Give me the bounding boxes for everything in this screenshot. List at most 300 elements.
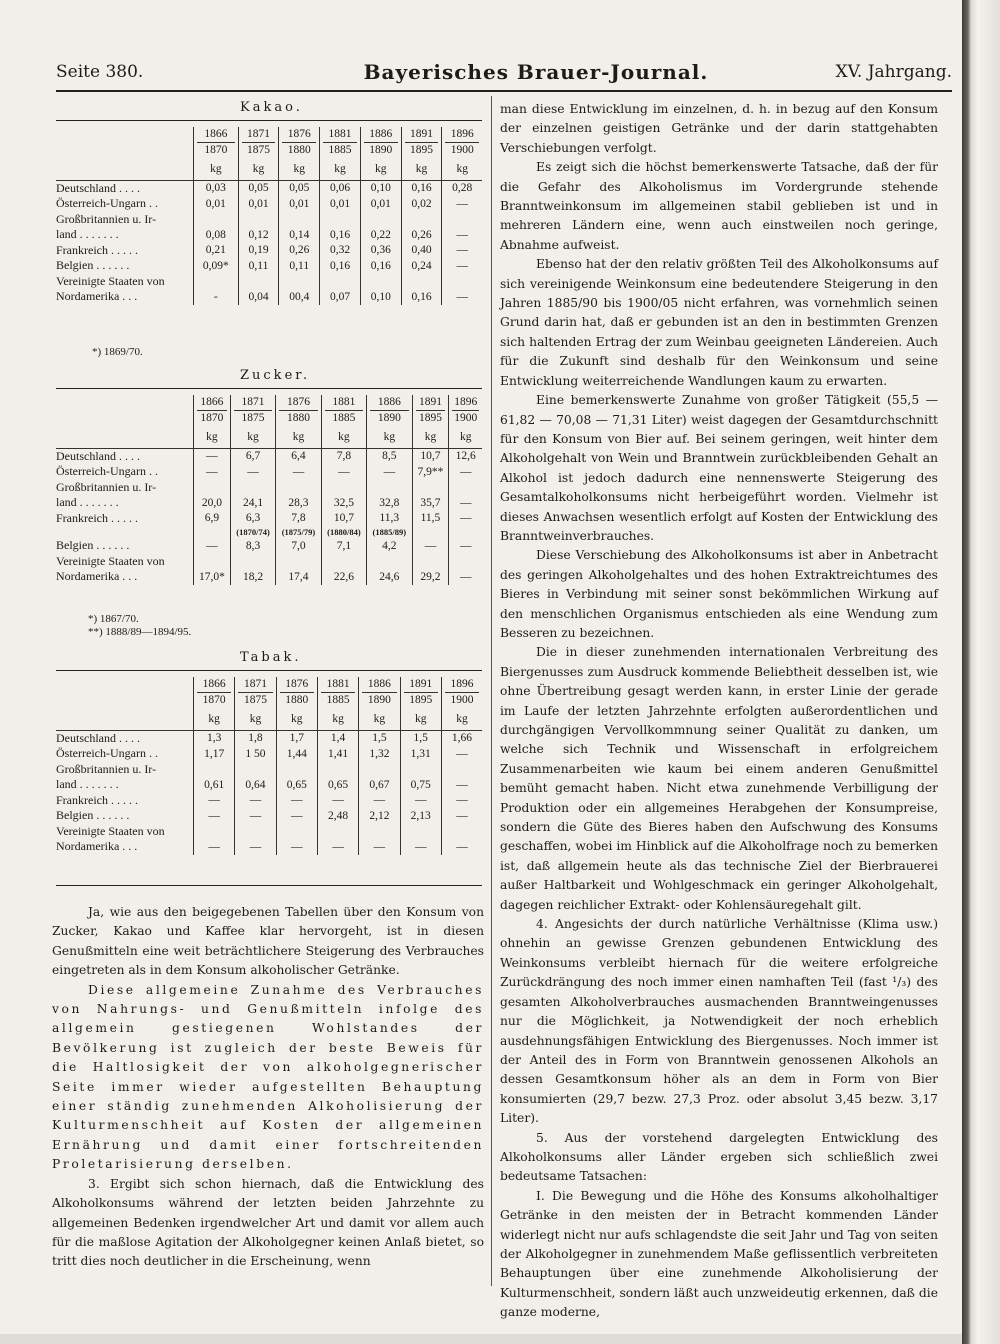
table-row [56, 495, 482, 511]
year-start: 1866 [197, 395, 227, 411]
unit-cell: kg [194, 426, 231, 448]
table-cell: — [442, 227, 482, 243]
table-cell: 0,16 [401, 289, 442, 305]
table-cell: 0,24 [401, 258, 442, 274]
unit-cell: kg [317, 708, 358, 730]
table-cell: 0,10 [360, 180, 401, 196]
header-blank [56, 158, 194, 180]
table-row [56, 289, 482, 305]
table-cell: — [230, 464, 275, 480]
table-cell: — [441, 777, 482, 793]
year-header-cell [230, 395, 275, 426]
table-cell: — [276, 464, 321, 480]
table-cell: - [194, 289, 239, 305]
table-cell [401, 212, 442, 228]
table-cell: 0,14 [279, 227, 320, 243]
table-cell: 0,10 [360, 289, 401, 305]
table-cell: — [194, 538, 231, 554]
year-end: 1875 [243, 694, 267, 706]
row-label: Deutschland . . . . [56, 448, 140, 463]
unit-cell: kg [194, 158, 239, 180]
table-cell: (1870/74) [230, 526, 275, 538]
table-cell: (1880/84) [321, 526, 366, 538]
table-cell: 1,4 [317, 730, 358, 746]
table-cell: 0,61 [194, 777, 235, 793]
year-header-cell [194, 395, 231, 426]
year-end: 1880 [286, 412, 310, 424]
table-title-tabak: Tabak. [240, 650, 302, 665]
table-cell [279, 274, 320, 290]
table-cell [194, 274, 239, 290]
table-cell: 7,9** [412, 464, 449, 480]
table-cell: 28,3 [276, 495, 321, 511]
table-cell: 0,65 [276, 777, 317, 793]
page-number: Seite 380. [56, 62, 144, 82]
year-end: 1895 [409, 694, 433, 706]
paragraph: 4. Angesichts der durch natürliche Verhältnisse (Klima usw.) ohnehin an gewisse Grenzen gebundenen Entwicklung des Weinkonsums verbleibt hiernach für die weitere erfolgreiche Zurückdrängung des noch immer einen namhaften Teil (fast ¹/₃) des gesamten Alkoholverbrauches ausmachenden Branntweingenusses nur die Möglichkeit, ja Notwendigkeit der noch erheblich ausdehnungsfähigen Entwicklung des Biergenusses. Noch immer ist der Anteil des in Form von Branntwein genossenen Alkohols an dessen Gesamtkonsum höher als an dem in Form von Bier konsumierten (29,7 bezw. 27,3 Proz. oder absolut 3,45 bezw. 3,17 Liter). [500, 917, 938, 1126]
table-cell [276, 762, 317, 778]
year-start: 1886 [362, 677, 396, 693]
table-cell: 1,5 [400, 730, 441, 746]
table-cell: 0,07 [320, 289, 361, 305]
unit-cell: kg [441, 708, 482, 730]
table-cell: — [449, 511, 482, 527]
table-cell: (1875/79) [276, 526, 321, 538]
year-header-cell [320, 127, 361, 158]
table-cell: 32,8 [367, 495, 412, 511]
table-row [56, 511, 482, 527]
table-tabak [56, 677, 482, 855]
table-cell [238, 212, 279, 228]
table-cell: — [441, 746, 482, 762]
table-cell: 0,16 [320, 227, 361, 243]
header-blank [56, 708, 194, 730]
year-start: 1896 [445, 677, 479, 693]
year-header-cell [412, 395, 449, 426]
row-label: Großbritannien u. Ir- [56, 211, 157, 226]
table-cell [320, 212, 361, 228]
paragraph: 3. Ergibt sich schon hiernach, daß die Entwicklung des Alkoholkonsums während der letzten beiden Jahrzehnte zu allgemeinen Bedenken irgendwelcher Art und damit vor allem auch für die maßlose Agitation der Alkoholgegner keinen Anlaß bietet, so tritt dies noch deutlicher in die Erscheinung, wenn [52, 1176, 484, 1269]
table-cell: 00,4 [279, 289, 320, 305]
table-cell: 0,03 [194, 180, 239, 196]
year-end: 1870 [200, 412, 224, 424]
table-cell: — [442, 289, 482, 305]
table-bottom-rule [56, 885, 482, 886]
footnote: **) 1888/89—1894/95. [88, 626, 192, 638]
table-cell [441, 824, 482, 840]
year-end: 1900 [454, 412, 478, 424]
table-cell [230, 554, 275, 570]
table-cell: 1,8 [235, 730, 276, 746]
table-cell: 0,05 [238, 180, 279, 196]
year-header-cell [279, 127, 320, 158]
table-row [56, 448, 482, 464]
table-title-kakao: Kakao. [240, 100, 303, 115]
year-start: 1891 [404, 677, 438, 693]
table-cell: 0,04 [238, 289, 279, 305]
table-cell: 0,26 [279, 243, 320, 259]
table-cell [276, 554, 321, 570]
table-cell: 0,05 [279, 180, 320, 196]
table-cell: 0,16 [401, 180, 442, 196]
unit-cell: kg [320, 158, 361, 180]
table-cell [359, 824, 400, 840]
table-cell: 12,6 [449, 448, 482, 464]
table-cell: — [317, 839, 358, 855]
row-label: land . . . . . . . [56, 227, 119, 242]
table-cell: — [441, 808, 482, 824]
table-cell: 2,13 [400, 808, 441, 824]
table-cell: 0,16 [360, 258, 401, 274]
table-cell: — [441, 839, 482, 855]
header-row [56, 127, 482, 158]
table-row [56, 839, 482, 855]
table-cell: 17,4 [276, 569, 321, 585]
year-end: 1900 [450, 144, 474, 156]
row-label: Großbritannien u. Ir- [56, 761, 157, 776]
table-cell: — [400, 793, 441, 809]
table-cell: 2,12 [359, 808, 400, 824]
table-cell: 24,6 [367, 569, 412, 585]
header-blank [56, 127, 194, 158]
table-top-rule [56, 120, 482, 121]
table-row [56, 180, 482, 196]
table-cell: 0,09* [194, 258, 239, 274]
table-cell: 0,75 [400, 777, 441, 793]
year-header-cell [367, 395, 412, 426]
year-start: 1891 [405, 127, 439, 143]
table-cell: 1,17 [194, 746, 235, 762]
table-cell: (1885/89) [367, 526, 412, 538]
unit-cell: kg [449, 426, 482, 448]
year-end: 1885 [326, 694, 350, 706]
paragraph: Es zeigt sich die höchst bemerkenswerte Tatsache, daß der für die Gefahr des Alkoholismus im Vordergrunde stehende Branntweinkonsum im allgemeinen stabil geblieben ist und in mehreren Ländern eine, wenn auch einstweilen noch geringe, Abnahme aufweist. [500, 160, 938, 252]
table-cell: 10,7 [321, 511, 366, 527]
year-header-cell [401, 127, 442, 158]
table-cell: 1,5 [359, 730, 400, 746]
table-cell: — [412, 538, 449, 554]
table-cell: 17,0* [194, 569, 231, 585]
table-cell: 6,3 [230, 511, 275, 527]
table-cell: — [194, 808, 235, 824]
table-cell: 20,0 [194, 495, 231, 511]
year-header-cell [276, 395, 321, 426]
paragraph: Diese allgemeine Zunahme des Verbrauches von Nahrungs- und Genußmitteln infolge des allgemein gestiegenen Wohlstandes der Bevölkerung ist zugleich der beste Beweis für die Haltlosigkeit der von alkoholgegnerischer Seite immer wieder aufgestellten Behauptung einer ständig zunehmenden Alkoholisierung der Kulturmenschheit auf Kosten der allgemeinen Ernährung und damit einer fortschreitenden Proletarisierung derselben. [52, 982, 484, 1172]
table-cell: 0,32 [320, 243, 361, 259]
unit-cell: kg [230, 426, 275, 448]
table-cell [230, 480, 275, 496]
year-header-cell [449, 395, 482, 426]
row-label: Frankreich . . . . . [56, 242, 138, 257]
table-row [56, 274, 482, 290]
year-header-cell [359, 677, 400, 708]
row-label: Österreich-Ungarn . . [56, 464, 158, 479]
table-cell [321, 480, 366, 496]
row-label: Großbritannien u. Ir- [56, 479, 157, 494]
table-cell [238, 274, 279, 290]
header-blank [56, 426, 194, 448]
table-cell: 0,06 [320, 180, 361, 196]
year-start: 1866 [197, 127, 235, 143]
paragraph: Die in dieser zunehmenden internationalen Verbreitung des Biergenusses zum Ausdruck kommende Beliebtheit desselben ist, wie ohne Übertreibung gesagt werden kann, in erster Linie der gerade im Laufe der letzten Jahrzehnte erfolgten außerordentlichen und durchgängigen Vervollkommnung seiner Qualität zu danken, um welche sich Technik und Wissenschaft in erfolgreichem Zusammenarbeiten wie kaum bei einem anderen Genußmittel bemüht gemacht haben. Nicht etwa zunehmende Verbilligung der Produktion oder ein allgemeines Herabgehen der Konsumpreise, sondern die Güte des Bieres haben den Aufschwung des Konsums geschaffen, wobei im Hinblick auf die Alkoholfrage noch zu bemerken ist, daß allgemein heute als das technische Ziel der Bierbrauerei außer Haltbarkeit und Wohlgeschmack ein geringer Alkoholgehalt, dagegen reichlicher Extrakt- oder Kohlensäuregehalt gilt. [500, 645, 938, 912]
unit-cell: kg [401, 158, 442, 180]
table-cell: — [235, 793, 276, 809]
table-cell: 8,3 [230, 538, 275, 554]
paragraph: I. Die Bewegung und die Höhe des Konsums alkoholhaltiger Getränke in den meisten der in Betracht kommenden Länder widerlegt nicht nur aufs schlagendste die seit Jahr und Tag von seiten der Alkoholgegner in zunehmendem Maße geflissentlich verbreiteten Behauptungen über eine zunehmende Alkoholisierung der Kulturmenschheit, sondern läßt auch unzweideutig erkennen, daß die ganze moderne, [500, 1188, 938, 1320]
table-row [56, 227, 482, 243]
table-cell: 0,12 [238, 227, 279, 243]
year-header-cell [238, 127, 279, 158]
table-cell: — [235, 839, 276, 855]
header-row [56, 677, 482, 708]
table-cell: 29,2 [412, 569, 449, 585]
table-cell: — [194, 464, 231, 480]
table-row [56, 762, 482, 778]
unit-cell: kg [276, 426, 321, 448]
table-cell [276, 824, 317, 840]
table-row [56, 808, 482, 824]
table-cell: 1,44 [276, 746, 317, 762]
year-start: 1876 [279, 395, 317, 411]
year-start: 1886 [370, 395, 408, 411]
year-start: 1896 [452, 395, 479, 411]
year-end: 1890 [367, 694, 391, 706]
year-start: 1876 [282, 127, 316, 143]
table-cell: 6,4 [276, 448, 321, 464]
table-cell [400, 762, 441, 778]
unit-cell: kg [276, 708, 317, 730]
left-column-text [52, 903, 484, 1272]
year-end: 1875 [247, 144, 271, 156]
table-cell: — [194, 839, 235, 855]
table-cell [317, 824, 358, 840]
table-cell: 0,22 [360, 227, 401, 243]
table-cell: — [276, 839, 317, 855]
unit-cell: kg [238, 158, 279, 180]
table-cell: 32,5 [321, 495, 366, 511]
table-cell: 7,0 [276, 538, 321, 554]
paragraph: Ebenso hat der den relativ größten Teil des Alkoholkonsums auf sich vereinigende Weinkonsum eine bedeutendere Steigerung in den Jahren 1885/90 bis 1900/05 nicht erfahren, was vornehmlich seinen Grund darin hat, daß er gebunden ist an den in bestimmten Grenzen sich haltenden Ertrag der zum Weinbau geeigneten Ländereien. Auch für die Zukunft sind deshalb für den Weinkonsum und seine Entwicklung weiterreichende Wandlungen kaum zu erwarten. [500, 257, 938, 388]
row-label: Deutschland . . . . [56, 730, 140, 745]
table-cell [360, 274, 401, 290]
row-label: Vereinigte Staaten von [56, 823, 165, 838]
year-header-cell [194, 127, 239, 158]
table-cell: 1,7 [276, 730, 317, 746]
year-start: 1871 [242, 127, 276, 143]
year-header-cell [276, 677, 317, 708]
year-end: 1870 [202, 694, 226, 706]
table-cell [194, 212, 239, 228]
row-label: Belgien . . . . . . [56, 258, 130, 273]
table-zucker [56, 395, 482, 585]
table-cell: — [449, 495, 482, 511]
table-cell: 1 50 [235, 746, 276, 762]
table-cell [412, 526, 449, 538]
paragraph: 5. Aus der vorstehend dargelegten Entwicklung des Alkoholkonsums aller Länder ergeben sich schließlich zwei bedeutsame Tatsachen: [500, 1130, 938, 1184]
table-row [56, 212, 482, 228]
table-cell: — [194, 448, 231, 464]
header-blank [56, 677, 194, 708]
table-cell: — [449, 538, 482, 554]
table-cell [194, 762, 235, 778]
table-cell [449, 480, 482, 496]
scan-bottom-margin [0, 1334, 962, 1344]
table-cell: 18,2 [230, 569, 275, 585]
table-row [56, 480, 482, 496]
row-label: Österreich-Ungarn . . [56, 196, 158, 211]
table-cell [194, 824, 235, 840]
year-start: 1871 [234, 395, 272, 411]
year-start: 1881 [321, 677, 355, 693]
table-cell: 24,1 [230, 495, 275, 511]
unit-cell: kg [400, 708, 441, 730]
table-cell: 0,01 [194, 196, 239, 212]
table-cell: 7,8 [321, 448, 366, 464]
table-cell: 0,08 [194, 227, 239, 243]
table-cell: — [317, 793, 358, 809]
table-top-rule [56, 670, 482, 671]
table-cell [412, 554, 449, 570]
table-cell: — [276, 808, 317, 824]
year-header-cell [235, 677, 276, 708]
paragraph: Eine bemerkenswerte Zunahme von großer Tätigkeit (55,5 — 61,82 — 70,08 — 71,31 Liter) weist dagegen der Gesamtdurchschnitt für den Konsum von Bier auf. Bei seinem geringen, weit hinter dem Alkoholgehalt von Wein und Branntwein zurückbleibenden Gehalt an Alkohol ist jedoch dadurch eine nennenswerte Steigerung des Gesamtalkoholkonsums nicht herbeigeführt worden. Vielmehr ist dieses Anwachsen wesentlich erfolgt auf Kosten der Entwicklung des Branntweinverbrauches. [500, 393, 938, 543]
year-start: 1876 [280, 677, 314, 693]
table-cell: — [441, 793, 482, 809]
table-row [56, 793, 482, 809]
table-cell [321, 554, 366, 570]
paragraph: man diese Entwicklung im einzelnen, d. h. in bezug auf den Konsum der einzelnen geistigen Getränke und der darin stattgehabten Verschiebungen verfolgt. [500, 102, 938, 155]
table-row [56, 526, 482, 538]
page-header [56, 62, 952, 90]
year-header-cell [400, 677, 441, 708]
table-cell: 0,65 [317, 777, 358, 793]
year-header-cell [321, 395, 366, 426]
table-cell: 0,01 [360, 196, 401, 212]
header-blank [56, 395, 194, 426]
row-label: Vereinigte Staaten von [56, 273, 165, 288]
row-label: Deutschland . . . . [56, 180, 140, 195]
header-rule [56, 90, 952, 92]
paragraph: Diese Verschiebung des Alkoholkonsums ist aber in Anbetracht des geringen Alkoholgehaltes und des hohen Extraktreichtumes des Bieres in Verbindung mit seiner sonst bekömmlichen Wirkung auf den menschlichen Organismus entschieden als eine Wendung zum Besseren zu bezeichnen. [500, 548, 938, 640]
row-label: Vereinigte Staaten von [56, 553, 165, 568]
year-start: 1881 [325, 395, 363, 411]
table-cell [317, 762, 358, 778]
table-cell: — [359, 839, 400, 855]
table-row [56, 824, 482, 840]
table-cell: 1,3 [194, 730, 235, 746]
table-cell [441, 762, 482, 778]
table-cell [449, 554, 482, 570]
year-header-cell [441, 677, 482, 708]
year-start: 1866 [197, 677, 231, 693]
footnote: *) 1869/70. [92, 346, 143, 358]
row-label [56, 526, 194, 538]
binding-edge [962, 0, 1000, 1344]
table-cell: — [449, 569, 482, 585]
table-cell: 0,01 [238, 196, 279, 212]
table-cell [279, 212, 320, 228]
table-cell [367, 554, 412, 570]
table-cell: 0,02 [401, 196, 442, 212]
year-end: 1880 [285, 694, 309, 706]
journal-title: Bayerisches Brauer-Journal. [363, 60, 709, 84]
year-end: 1890 [369, 144, 393, 156]
year-end: 1900 [450, 694, 474, 706]
table-cell: 0,64 [235, 777, 276, 793]
year-end: 1885 [328, 144, 352, 156]
row-label: Nordamerika . . . [56, 569, 138, 584]
volume-label: XV. Jahrgang. [835, 62, 952, 82]
table-row [56, 196, 482, 212]
table-cell: 8,5 [367, 448, 412, 464]
right-column-text [500, 100, 938, 1323]
table-cell: 2,48 [317, 808, 358, 824]
column-divider [491, 96, 492, 1286]
table-cell [442, 212, 482, 228]
table-cell: 0,19 [238, 243, 279, 259]
table-cell: — [235, 808, 276, 824]
paragraph: Ja, wie aus den beigegebenen Tabellen über den Konsum von Zucker, Kakao und Kaffee klar hervorgeht, ist in diesen Genußmitteln eine weit beträchtlichere Steigerung des Verbrauches eingetreten als in dem Konsum alkoholischer Getränke. [52, 905, 484, 978]
table-cell: 7,8 [276, 511, 321, 527]
unit-cell: kg [194, 708, 235, 730]
table-cell: 35,7 [412, 495, 449, 511]
table-cell [412, 480, 449, 496]
year-end: 1895 [418, 412, 442, 424]
table-title-zucker: Zucker. [240, 368, 311, 383]
unit-row [56, 158, 482, 180]
row-label: land . . . . . . . [56, 777, 119, 792]
table-cell [449, 526, 482, 538]
unit-cell: kg [235, 708, 276, 730]
table-cell: 22,6 [321, 569, 366, 585]
row-label: Österreich-Ungarn . . [56, 746, 158, 761]
table-cell [367, 480, 412, 496]
year-start: 1896 [445, 127, 479, 143]
footnote: *) 1867/70. [88, 613, 139, 625]
year-header-cell [442, 127, 482, 158]
unit-cell: kg [442, 158, 482, 180]
table-cell [360, 212, 401, 228]
table-cell [235, 824, 276, 840]
table-cell: — [194, 793, 235, 809]
table-row [56, 569, 482, 585]
table-cell: — [367, 464, 412, 480]
table-cell: 1,41 [317, 746, 358, 762]
table-cell: 0,40 [401, 243, 442, 259]
year-start: 1891 [416, 395, 446, 411]
year-header-cell [194, 677, 235, 708]
table-cell: — [449, 464, 482, 480]
table-row [56, 538, 482, 554]
table-cell: — [359, 793, 400, 809]
unit-cell: kg [321, 426, 366, 448]
year-header-cell [360, 127, 401, 158]
table-cell: 1,31 [400, 746, 441, 762]
table-cell [194, 526, 231, 538]
table-cell: — [442, 196, 482, 212]
year-end: 1885 [332, 412, 356, 424]
unit-cell: kg [360, 158, 401, 180]
table-cell: 6,9 [194, 511, 231, 527]
table-cell [442, 274, 482, 290]
row-label: Frankreich . . . . . [56, 510, 138, 525]
row-label: Belgien . . . . . . [56, 538, 130, 553]
table-row [56, 730, 482, 746]
table-cell: 0,67 [359, 777, 400, 793]
year-end: 1895 [410, 144, 434, 156]
row-label: Belgien . . . . . . [56, 808, 130, 823]
unit-cell: kg [359, 708, 400, 730]
